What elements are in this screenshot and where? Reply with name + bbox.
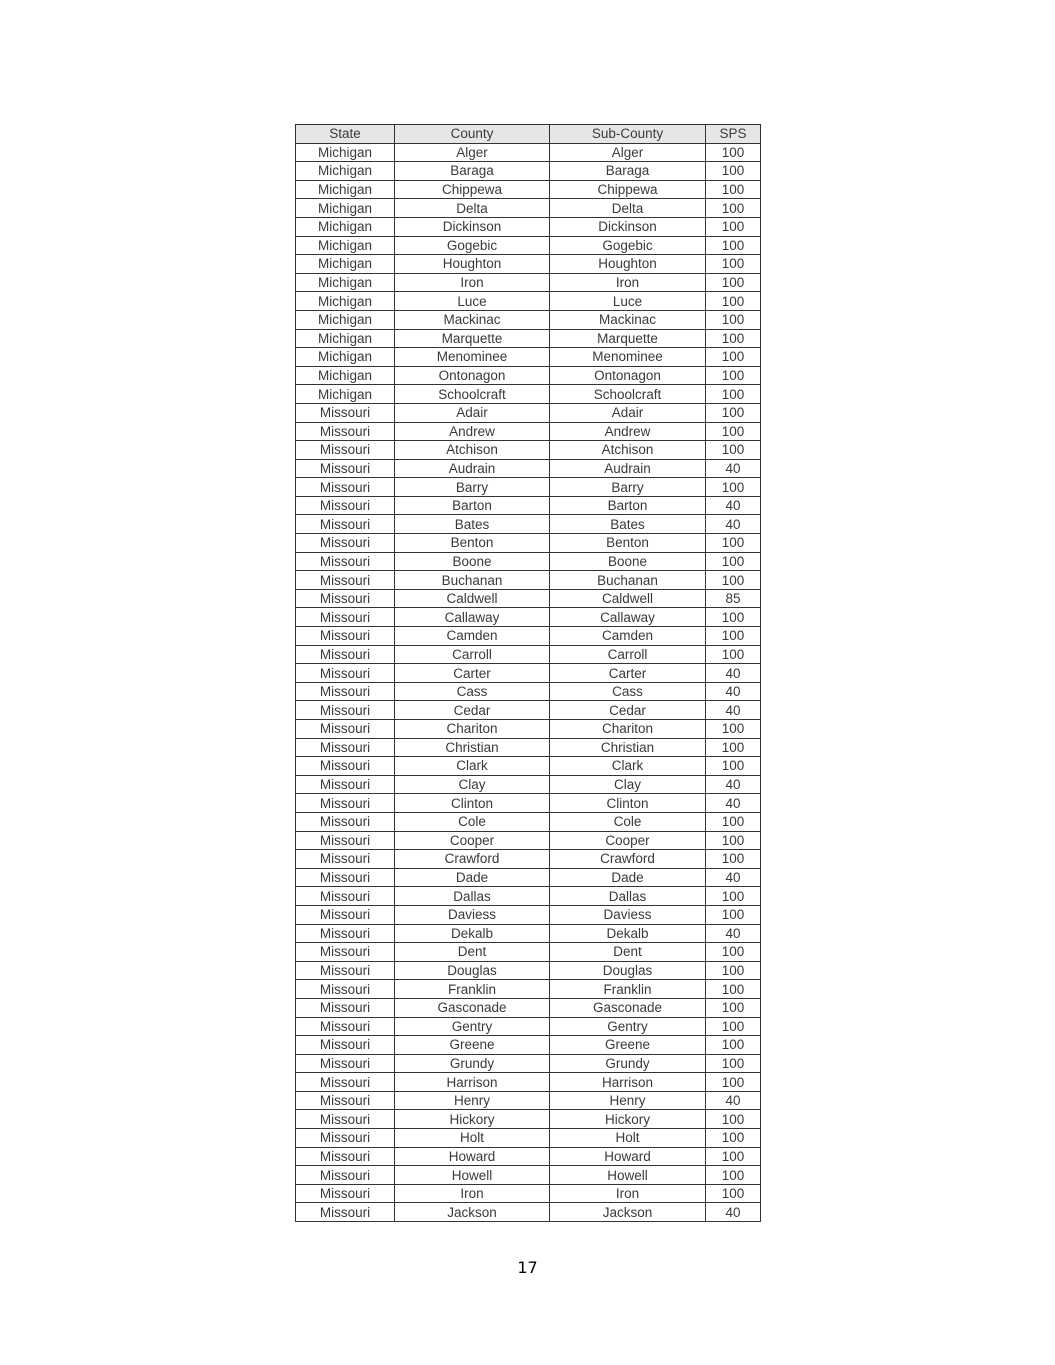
cell-sub-county: Howard	[550, 1147, 706, 1166]
table-row	[296, 310, 761, 329]
table-row	[296, 366, 761, 385]
cell-sps: 100	[706, 1166, 761, 1185]
cell-sub-county: Bates	[550, 515, 706, 534]
cell-county: Camden	[395, 627, 550, 646]
cell-state: Missouri	[296, 1129, 395, 1148]
table-row	[296, 162, 761, 181]
cell-county: Grundy	[395, 1054, 550, 1073]
cell-sub-county: Gentry	[550, 1017, 706, 1036]
table-row	[296, 143, 761, 162]
table-row	[296, 589, 761, 608]
cell-county: Clay	[395, 775, 550, 794]
cell-county: Dade	[395, 868, 550, 887]
cell-county: Andrew	[395, 422, 550, 441]
table-row	[296, 478, 761, 497]
cell-sps: 100	[706, 1147, 761, 1166]
cell-sps: 100	[706, 812, 761, 831]
cell-state: Michigan	[296, 199, 395, 218]
cell-county: Cole	[395, 812, 550, 831]
cell-state: Missouri	[296, 1110, 395, 1129]
table-row	[296, 1036, 761, 1055]
cell-state: Missouri	[296, 794, 395, 813]
cell-sub-county: Dallas	[550, 887, 706, 906]
cell-county: Douglas	[395, 961, 550, 980]
table-row	[296, 329, 761, 348]
cell-sps: 40	[706, 682, 761, 701]
cell-sub-county: Cole	[550, 812, 706, 831]
cell-state: Missouri	[296, 1147, 395, 1166]
cell-state: Missouri	[296, 1036, 395, 1055]
cell-county: Jackson	[395, 1203, 550, 1222]
cell-sps: 100	[706, 1073, 761, 1092]
cell-sps: 100	[706, 738, 761, 757]
cell-sub-county: Clark	[550, 757, 706, 776]
page-number: 17	[517, 1258, 538, 1277]
cell-sub-county: Howell	[550, 1166, 706, 1185]
cell-sps: 100	[706, 255, 761, 274]
cell-county: Howell	[395, 1166, 550, 1185]
cell-sps: 100	[706, 310, 761, 329]
cell-state: Missouri	[296, 924, 395, 943]
cell-sps: 40	[706, 664, 761, 683]
cell-county: Ontonagon	[395, 366, 550, 385]
cell-county: Barry	[395, 478, 550, 497]
table-row	[296, 441, 761, 460]
cell-county: Gentry	[395, 1017, 550, 1036]
table-row	[296, 980, 761, 999]
cell-state: Missouri	[296, 534, 395, 553]
table-row	[296, 682, 761, 701]
table-row	[296, 775, 761, 794]
cell-county: Dekalb	[395, 924, 550, 943]
cell-state: Missouri	[296, 645, 395, 664]
cell-state: Missouri	[296, 664, 395, 683]
cell-state: Michigan	[296, 366, 395, 385]
cell-county: Cooper	[395, 831, 550, 850]
cell-sps: 100	[706, 980, 761, 999]
cell-sub-county: Chariton	[550, 720, 706, 739]
cell-sps: 100	[706, 850, 761, 869]
cell-state: Missouri	[296, 905, 395, 924]
cell-county: Gogebic	[395, 236, 550, 255]
cell-sps: 40	[706, 794, 761, 813]
cell-county: Gasconade	[395, 998, 550, 1017]
cell-sub-county: Iron	[550, 1184, 706, 1203]
cell-state: Missouri	[296, 459, 395, 478]
cell-sps: 100	[706, 385, 761, 404]
cell-state: Missouri	[296, 627, 395, 646]
cell-sps: 100	[706, 571, 761, 590]
cell-sps: 40	[706, 775, 761, 794]
table-row	[296, 738, 761, 757]
table-row	[296, 1166, 761, 1185]
cell-sps: 100	[706, 552, 761, 571]
table-row	[296, 385, 761, 404]
cell-sub-county: Barton	[550, 496, 706, 515]
cell-county: Carroll	[395, 645, 550, 664]
cell-state: Michigan	[296, 273, 395, 292]
cell-county: Bates	[395, 515, 550, 534]
cell-sub-county: Dickinson	[550, 217, 706, 236]
table-row	[296, 1110, 761, 1129]
cell-state: Missouri	[296, 775, 395, 794]
table-row	[296, 180, 761, 199]
cell-sub-county: Cedar	[550, 701, 706, 720]
table-row	[296, 831, 761, 850]
cell-sps: 40	[706, 459, 761, 478]
cell-sps: 100	[706, 162, 761, 181]
cell-sps: 100	[706, 627, 761, 646]
table-row	[296, 1147, 761, 1166]
cell-sub-county: Benton	[550, 534, 706, 553]
cell-state: Missouri	[296, 831, 395, 850]
cell-state: Missouri	[296, 961, 395, 980]
cell-state: Missouri	[296, 571, 395, 590]
cell-state: Missouri	[296, 682, 395, 701]
header-sub-county: Sub-County	[550, 125, 706, 144]
cell-sub-county: Audrain	[550, 459, 706, 478]
cell-sub-county: Luce	[550, 292, 706, 311]
cell-county: Cedar	[395, 701, 550, 720]
cell-state: Missouri	[296, 403, 395, 422]
table-row	[296, 1054, 761, 1073]
cell-sub-county: Greene	[550, 1036, 706, 1055]
cell-sps: 100	[706, 608, 761, 627]
cell-sps: 100	[706, 180, 761, 199]
cell-sps: 100	[706, 831, 761, 850]
cell-county: Franklin	[395, 980, 550, 999]
cell-sps: 100	[706, 961, 761, 980]
cell-sub-county: Callaway	[550, 608, 706, 627]
cell-sub-county: Cass	[550, 682, 706, 701]
cell-county: Houghton	[395, 255, 550, 274]
table-row	[296, 348, 761, 367]
cell-county: Boone	[395, 552, 550, 571]
cell-county: Dickinson	[395, 217, 550, 236]
cell-sub-county: Dent	[550, 943, 706, 962]
cell-county: Harrison	[395, 1073, 550, 1092]
table-row	[296, 961, 761, 980]
cell-state: Michigan	[296, 162, 395, 181]
table-header-row	[296, 125, 761, 144]
table-row	[296, 534, 761, 553]
cell-state: Missouri	[296, 868, 395, 887]
cell-county: Cass	[395, 682, 550, 701]
table-row	[296, 1073, 761, 1092]
cell-state: Missouri	[296, 422, 395, 441]
table-row	[296, 292, 761, 311]
cell-state: Missouri	[296, 1091, 395, 1110]
cell-county: Audrain	[395, 459, 550, 478]
cell-county: Chippewa	[395, 180, 550, 199]
table-row	[296, 627, 761, 646]
cell-county: Atchison	[395, 441, 550, 460]
cell-sps: 40	[706, 924, 761, 943]
cell-sps: 100	[706, 217, 761, 236]
county-sps-table	[295, 124, 761, 1222]
cell-sps: 100	[706, 1036, 761, 1055]
cell-state: Missouri	[296, 738, 395, 757]
cell-sub-county: Schoolcraft	[550, 385, 706, 404]
cell-sub-county: Franklin	[550, 980, 706, 999]
cell-state: Michigan	[296, 180, 395, 199]
cell-sub-county: Atchison	[550, 441, 706, 460]
cell-state: Michigan	[296, 143, 395, 162]
cell-county: Iron	[395, 1184, 550, 1203]
cell-state: Missouri	[296, 757, 395, 776]
cell-state: Missouri	[296, 720, 395, 739]
table-row	[296, 236, 761, 255]
table-row	[296, 701, 761, 720]
cell-sps: 100	[706, 403, 761, 422]
cell-sps: 100	[706, 273, 761, 292]
cell-sub-county: Chippewa	[550, 180, 706, 199]
cell-state: Michigan	[296, 292, 395, 311]
table-row	[296, 496, 761, 515]
cell-state: Missouri	[296, 441, 395, 460]
cell-state: Michigan	[296, 329, 395, 348]
cell-sub-county: Buchanan	[550, 571, 706, 590]
cell-state: Michigan	[296, 385, 395, 404]
table-row	[296, 1017, 761, 1036]
table-body	[296, 143, 761, 1221]
cell-sps: 100	[706, 292, 761, 311]
table-row	[296, 571, 761, 590]
table-row	[296, 1129, 761, 1148]
cell-county: Benton	[395, 534, 550, 553]
cell-county: Carter	[395, 664, 550, 683]
cell-county: Crawford	[395, 850, 550, 869]
cell-state: Missouri	[296, 1184, 395, 1203]
cell-sub-county: Carter	[550, 664, 706, 683]
table-row	[296, 720, 761, 739]
cell-sub-county: Ontonagon	[550, 366, 706, 385]
cell-county: Dallas	[395, 887, 550, 906]
cell-sub-county: Daviess	[550, 905, 706, 924]
header-sps: SPS	[706, 125, 761, 144]
cell-state: Missouri	[296, 850, 395, 869]
table-row	[296, 403, 761, 422]
cell-sps: 100	[706, 1110, 761, 1129]
table-row	[296, 664, 761, 683]
cell-state: Missouri	[296, 1166, 395, 1185]
cell-sub-county: Harrison	[550, 1073, 706, 1092]
cell-sps: 100	[706, 998, 761, 1017]
cell-sps: 100	[706, 1184, 761, 1203]
table-row	[296, 459, 761, 478]
cell-state: Missouri	[296, 998, 395, 1017]
cell-state: Michigan	[296, 236, 395, 255]
table-row	[296, 1091, 761, 1110]
cell-sps: 100	[706, 534, 761, 553]
cell-sub-county: Cooper	[550, 831, 706, 850]
cell-sps: 40	[706, 496, 761, 515]
cell-sps: 100	[706, 887, 761, 906]
cell-state: Missouri	[296, 701, 395, 720]
table-row	[296, 552, 761, 571]
cell-county: Daviess	[395, 905, 550, 924]
cell-state: Missouri	[296, 943, 395, 962]
cell-sub-county: Gogebic	[550, 236, 706, 255]
cell-sps: 100	[706, 478, 761, 497]
cell-state: Missouri	[296, 589, 395, 608]
cell-sub-county: Baraga	[550, 162, 706, 181]
cell-sub-county: Menominee	[550, 348, 706, 367]
cell-sub-county: Delta	[550, 199, 706, 218]
cell-county: Luce	[395, 292, 550, 311]
table-row	[296, 943, 761, 962]
cell-sps: 100	[706, 236, 761, 255]
cell-sps: 100	[706, 1129, 761, 1148]
cell-sub-county: Grundy	[550, 1054, 706, 1073]
cell-state: Missouri	[296, 1017, 395, 1036]
cell-state: Missouri	[296, 887, 395, 906]
cell-county: Henry	[395, 1091, 550, 1110]
table-row	[296, 905, 761, 924]
cell-sps: 100	[706, 1017, 761, 1036]
cell-sub-county: Barry	[550, 478, 706, 497]
table-row	[296, 998, 761, 1017]
cell-state: Missouri	[296, 478, 395, 497]
cell-county: Clinton	[395, 794, 550, 813]
cell-sps: 40	[706, 701, 761, 720]
cell-county: Howard	[395, 1147, 550, 1166]
cell-sps: 100	[706, 348, 761, 367]
cell-sub-county: Houghton	[550, 255, 706, 274]
table-row	[296, 273, 761, 292]
cell-sub-county: Jackson	[550, 1203, 706, 1222]
cell-state: Missouri	[296, 515, 395, 534]
table-row	[296, 1203, 761, 1222]
cell-county: Baraga	[395, 162, 550, 181]
cell-county: Iron	[395, 273, 550, 292]
cell-sub-county: Alger	[550, 143, 706, 162]
cell-county: Holt	[395, 1129, 550, 1148]
cell-state: Missouri	[296, 608, 395, 627]
cell-county: Marquette	[395, 329, 550, 348]
cell-county: Clark	[395, 757, 550, 776]
cell-sps: 100	[706, 143, 761, 162]
table-row	[296, 850, 761, 869]
cell-sps: 100	[706, 757, 761, 776]
cell-sub-county: Marquette	[550, 329, 706, 348]
cell-county: Chariton	[395, 720, 550, 739]
cell-sps: 40	[706, 1091, 761, 1110]
cell-sps: 40	[706, 515, 761, 534]
cell-state: Missouri	[296, 812, 395, 831]
cell-state: Missouri	[296, 980, 395, 999]
cell-state: Missouri	[296, 496, 395, 515]
table-row	[296, 422, 761, 441]
cell-sub-county: Clinton	[550, 794, 706, 813]
cell-sps: 100	[706, 905, 761, 924]
header-county: County	[395, 125, 550, 144]
cell-sps: 40	[706, 1203, 761, 1222]
header-state: State	[296, 125, 395, 144]
table-row	[296, 645, 761, 664]
cell-state: Missouri	[296, 552, 395, 571]
cell-county: Callaway	[395, 608, 550, 627]
cell-county: Dent	[395, 943, 550, 962]
cell-state: Michigan	[296, 348, 395, 367]
cell-county: Delta	[395, 199, 550, 218]
cell-county: Schoolcraft	[395, 385, 550, 404]
cell-sub-county: Douglas	[550, 961, 706, 980]
cell-sub-county: Gasconade	[550, 998, 706, 1017]
table-row	[296, 608, 761, 627]
cell-sub-county: Dekalb	[550, 924, 706, 943]
cell-county: Menominee	[395, 348, 550, 367]
cell-sub-county: Holt	[550, 1129, 706, 1148]
cell-sps: 85	[706, 589, 761, 608]
cell-county: Adair	[395, 403, 550, 422]
cell-sub-county: Camden	[550, 627, 706, 646]
cell-sub-county: Christian	[550, 738, 706, 757]
cell-sub-county: Clay	[550, 775, 706, 794]
cell-county: Caldwell	[395, 589, 550, 608]
cell-sub-county: Dade	[550, 868, 706, 887]
cell-sps: 100	[706, 366, 761, 385]
table-row	[296, 812, 761, 831]
cell-sub-county: Adair	[550, 403, 706, 422]
cell-sps: 100	[706, 441, 761, 460]
cell-sps: 100	[706, 1054, 761, 1073]
table-row	[296, 887, 761, 906]
table-row	[296, 924, 761, 943]
cell-county: Mackinac	[395, 310, 550, 329]
cell-sps: 100	[706, 943, 761, 962]
table-row	[296, 868, 761, 887]
cell-county: Buchanan	[395, 571, 550, 590]
cell-county: Greene	[395, 1036, 550, 1055]
table-row	[296, 255, 761, 274]
cell-sub-county: Andrew	[550, 422, 706, 441]
cell-sub-county: Mackinac	[550, 310, 706, 329]
cell-sub-county: Caldwell	[550, 589, 706, 608]
cell-state: Michigan	[296, 217, 395, 236]
cell-state: Michigan	[296, 310, 395, 329]
cell-sub-county: Carroll	[550, 645, 706, 664]
table-row	[296, 217, 761, 236]
cell-sub-county: Henry	[550, 1091, 706, 1110]
cell-sub-county: Boone	[550, 552, 706, 571]
cell-sps: 100	[706, 645, 761, 664]
cell-sps: 100	[706, 422, 761, 441]
cell-sps: 40	[706, 868, 761, 887]
table-row	[296, 515, 761, 534]
cell-state: Missouri	[296, 1073, 395, 1092]
table-row	[296, 757, 761, 776]
cell-sub-county: Hickory	[550, 1110, 706, 1129]
cell-sub-county: Iron	[550, 273, 706, 292]
table-row	[296, 1184, 761, 1203]
cell-county: Christian	[395, 738, 550, 757]
cell-state: Missouri	[296, 1054, 395, 1073]
cell-state: Michigan	[296, 255, 395, 274]
table-row	[296, 794, 761, 813]
cell-sps: 100	[706, 720, 761, 739]
cell-sps: 100	[706, 329, 761, 348]
cell-state: Missouri	[296, 1203, 395, 1222]
cell-county: Alger	[395, 143, 550, 162]
table-row	[296, 199, 761, 218]
cell-sps: 100	[706, 199, 761, 218]
cell-sub-county: Crawford	[550, 850, 706, 869]
cell-county: Barton	[395, 496, 550, 515]
cell-county: Hickory	[395, 1110, 550, 1129]
